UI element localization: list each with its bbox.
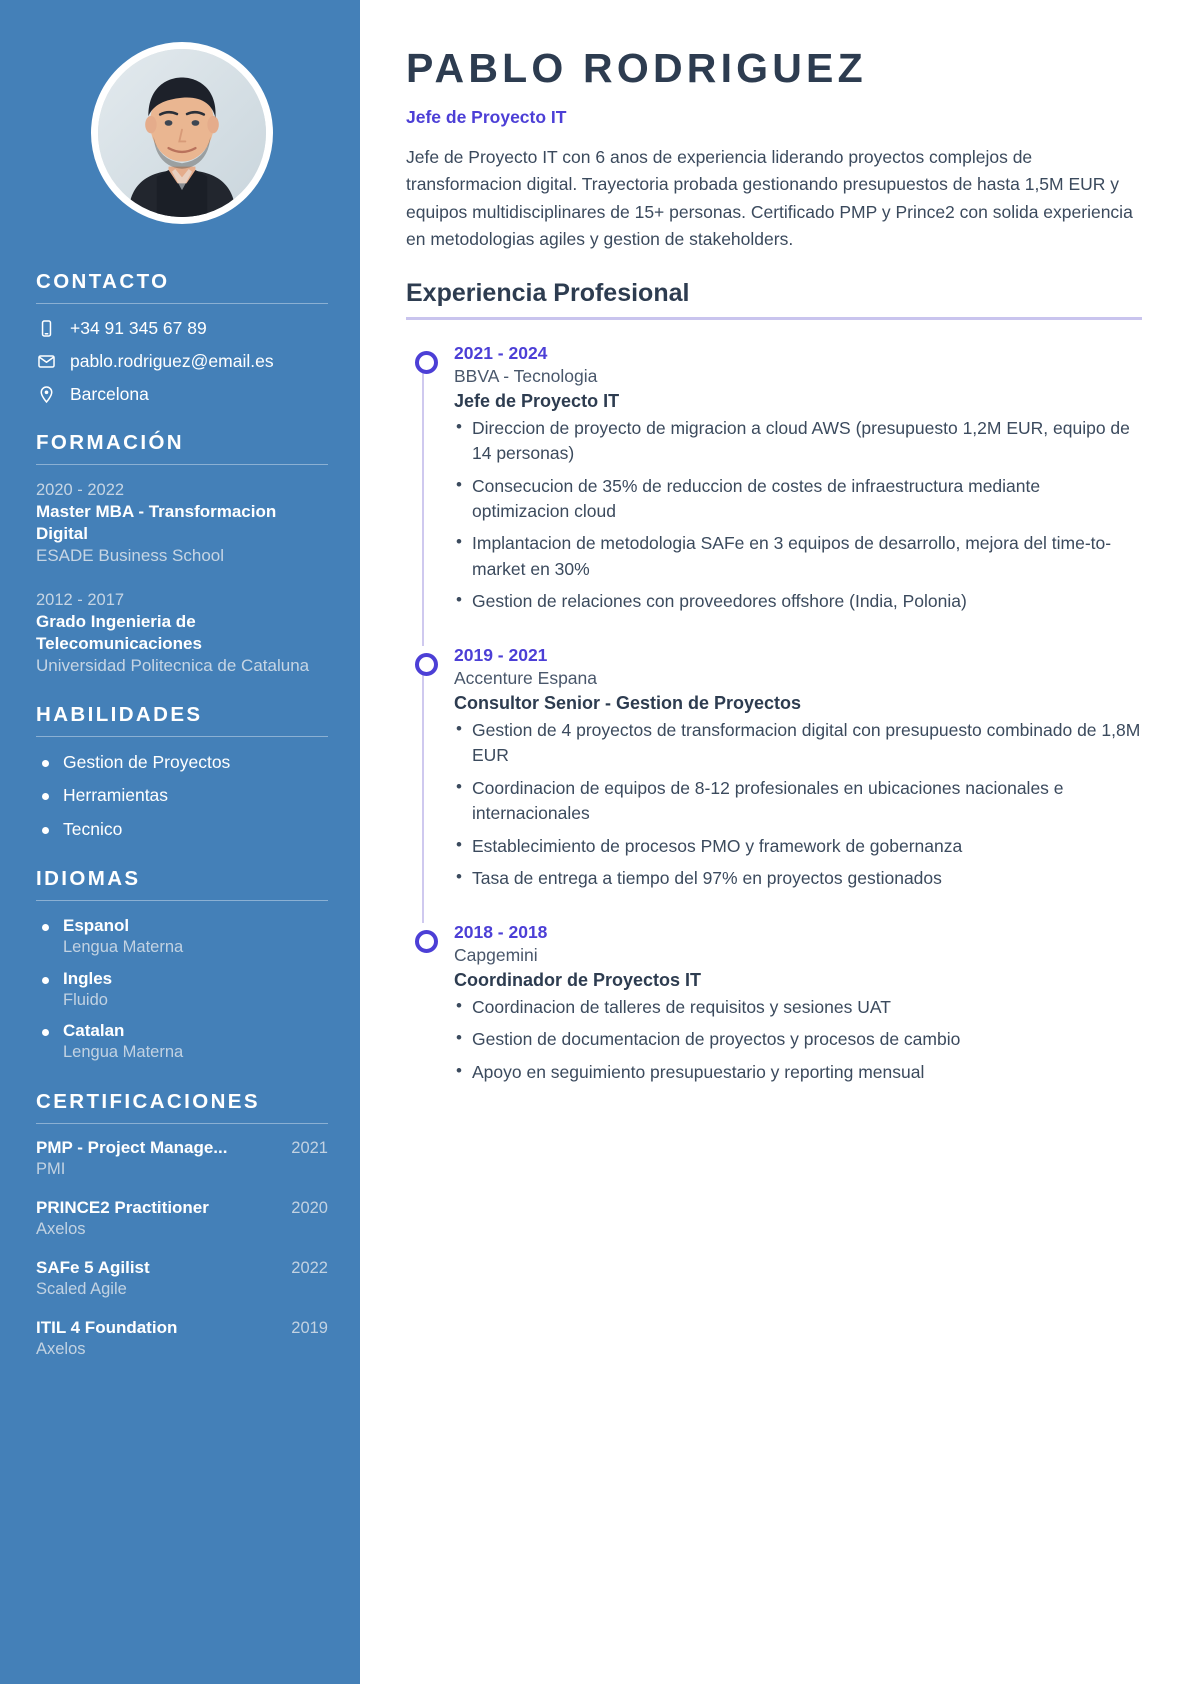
experience-bullet: • Consecucion de 35% de reduccion de costes de infraestructura mediante optimizacion cloud: [454, 474, 1142, 525]
experience-timeline: [406, 342, 1142, 1085]
location-icon: [36, 384, 57, 405]
experience-entry: [406, 342, 1142, 614]
experience-company: BBVA - Tecnologia: [454, 366, 598, 387]
education-degree: Master MBA - Transformacion Digital: [36, 502, 277, 544]
experience-dates: 2021 - 2024: [454, 343, 548, 364]
contact-item-location[interactable]: [36, 384, 328, 405]
language-name: Catalan: [63, 1021, 125, 1041]
certifications-heading: CERTIFICACIONES: [36, 1090, 328, 1124]
education-heading: FORMACIÓN: [36, 431, 328, 465]
timeline-connector: [422, 666, 424, 923]
experience-bullet: • Apoyo en seguimiento presupuestario y reporting mensual: [454, 1060, 1142, 1085]
certification-name: PMP - Project Manage...: [36, 1137, 228, 1157]
education-dates: 2020 - 2022: [36, 481, 125, 499]
email-icon: [36, 351, 57, 372]
experience-job-title: Jefe de Proyecto IT: [454, 390, 620, 411]
skills-list: [36, 751, 328, 841]
certification-name: ITIL 4 Foundation: [36, 1318, 178, 1338]
certification-year: 2020: [291, 1198, 328, 1217]
phone-icon: [36, 318, 57, 339]
experience-company: Capgemini: [454, 945, 538, 966]
contact-item-phone[interactable]: [36, 318, 328, 339]
certification-item: [36, 1198, 328, 1240]
experience-dates: 2019 - 2021: [454, 645, 548, 666]
languages-heading: IDIOMAS: [36, 867, 328, 901]
sidebar: [0, 0, 360, 1684]
contact-location-value: Barcelona: [70, 384, 149, 404]
experience-bullet: • Establecimiento de procesos PMO y framework de gobernanza: [454, 834, 1142, 859]
certification-org: Axelos: [36, 1340, 86, 1359]
language-level: Fluido: [63, 990, 108, 1009]
certification-item: [36, 1138, 328, 1180]
job-role-subtitle: Jefe de Proyecto IT: [406, 107, 567, 128]
contact-item-email[interactable]: [36, 351, 328, 372]
skills-heading: HABILIDADES: [36, 703, 328, 737]
skills-section: [36, 703, 328, 841]
avatar-container: [36, 42, 328, 224]
language-item: [36, 1020, 328, 1064]
experience-bullets: [454, 416, 1142, 615]
language-level: Lengua Materna: [63, 1043, 184, 1062]
professional-summary: Jefe de Proyecto IT con 6 anos de experiencia liderando proyectos complejos de transformacion digital. Trayectoria probada gestionando presupuestos de hasta 1,5M EUR y equipos multidisciplinares de 15+ personas. Certificado PMP y Prince2 con solida experiencia en metodologias agiles y gestion de stakeholders.: [406, 147, 1133, 249]
experience-bullet: • Direccion de proyecto de migracion a cloud AWS (presupuesto 1,2M EUR, equipo de 14 personas): [454, 416, 1142, 467]
certification-year: 2019: [291, 1319, 328, 1338]
experience-bullet: • Coordinacion de equipos de 8-12 profesionales en ubicaciones nacionales e internacionales: [454, 776, 1142, 827]
experience-job-title: Coordinador de Proyectos IT: [454, 969, 702, 990]
language-level: Lengua Materna: [63, 938, 184, 957]
language-name: Espanol: [63, 915, 130, 935]
education-degree: Grado Ingenieria de Telecomunicaciones: [36, 612, 202, 653]
skill-item: Gestion de Proyectos: [36, 751, 328, 774]
timeline-connector: [422, 364, 424, 646]
certification-name: SAFe 5 Agilist: [36, 1258, 150, 1278]
certifications-section: [36, 1090, 328, 1361]
contact-heading: CONTACTO: [36, 270, 328, 304]
experience-entry: [406, 921, 1142, 1085]
education-school: ESADE Business School: [36, 545, 225, 565]
contact-email-value: pablo.rodriguez@email.es: [70, 351, 274, 371]
certification-org: Axelos: [36, 1219, 86, 1238]
experience-bullet: • Gestion de relaciones con proveedores offshore (India, Polonia): [454, 589, 1142, 614]
education-item: [36, 479, 328, 567]
contact-phone-value: +34 91 345 67 89: [70, 318, 207, 338]
experience-bullets: [454, 718, 1142, 891]
education-dates: 2012 - 2017: [36, 590, 125, 609]
languages-section: [36, 867, 328, 1064]
certification-year: 2022: [291, 1259, 328, 1278]
education-section: [36, 431, 328, 677]
experience-bullet: • Gestion de 4 proyectos de transformacion digital con presupuesto combinado de 1,8M EUR: [454, 718, 1142, 769]
skill-item: Herramientas: [36, 784, 328, 807]
education-school: Universidad Politecnica de Cataluna: [36, 655, 310, 675]
certification-year: 2021: [291, 1138, 328, 1157]
experience-bullet: • Gestion de documentacion de proyectos y procesos de cambio: [454, 1027, 1142, 1052]
language-item: [36, 968, 328, 1012]
experience-entry: [406, 644, 1142, 891]
experience-dates: 2018 - 2018: [454, 922, 548, 943]
certification-name: PRINCE2 Practitioner: [36, 1197, 209, 1217]
experience-section-title: Experiencia Profesional: [406, 279, 1142, 320]
education-item: [36, 589, 328, 677]
experience-job-title: Consultor Senior - Gestion de Proyectos: [454, 692, 802, 713]
experience-company: Accenture Espana: [454, 668, 598, 689]
page-title: PABLO RODRIGUEZ: [406, 45, 867, 91]
main-content: [360, 0, 1190, 1684]
avatar: [91, 42, 273, 224]
certification-org: PMI: [36, 1159, 66, 1178]
certification-item: [36, 1258, 328, 1300]
experience-bullet: • Tasa de entrega a tiempo del 97% en proyectos gestionados: [454, 866, 1142, 891]
experience-bullets: [454, 995, 1142, 1085]
language-item: [36, 915, 328, 959]
contact-section: [36, 270, 328, 405]
experience-bullet: • Implantacion de metodologia SAFe en 3 equipos de desarrollo, mejora del time-to-market en 30%: [454, 531, 1142, 582]
certification-org: Scaled Agile: [36, 1280, 127, 1299]
certification-item: [36, 1318, 328, 1360]
portrait-photo-icon: [98, 49, 266, 217]
skill-item: Tecnico: [36, 818, 328, 841]
language-name: Ingles: [63, 968, 113, 988]
experience-bullet: • Coordinacion de talleres de requisitos y sesiones UAT: [454, 995, 1142, 1020]
